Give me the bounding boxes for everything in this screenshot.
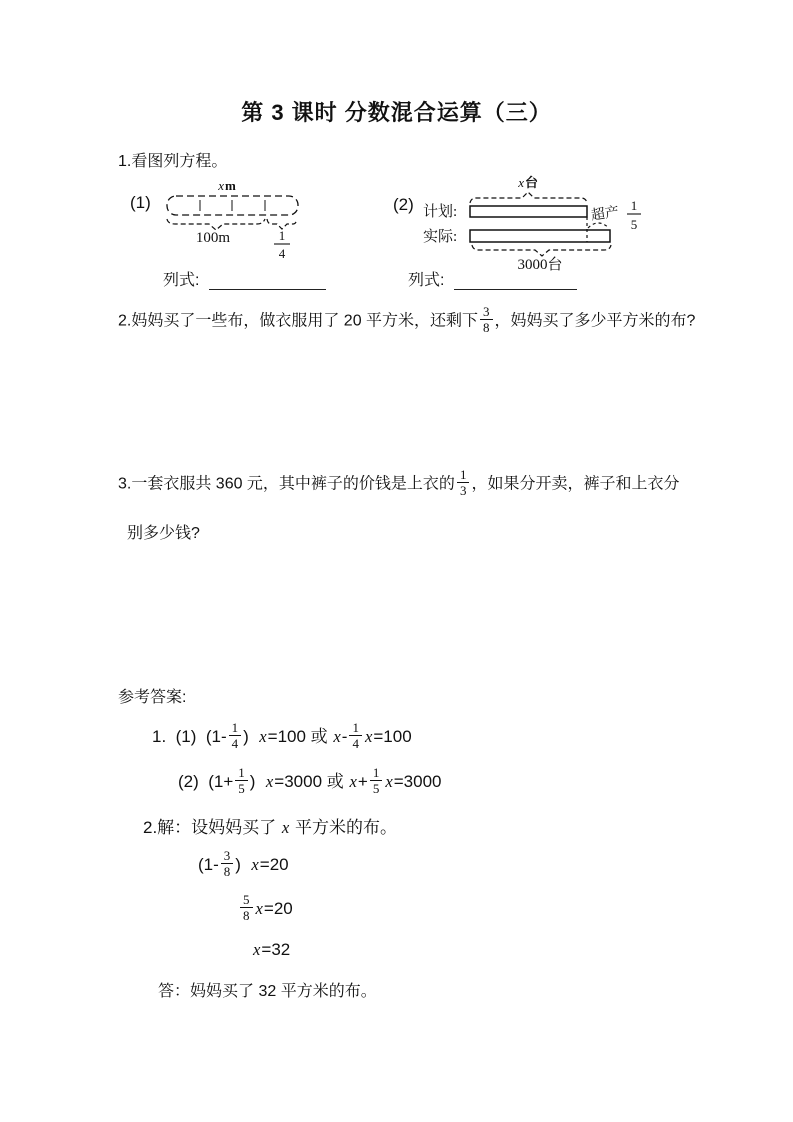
diagram-2-bar-model xyxy=(385,172,665,272)
question-3-text-line2: 别多少钱? xyxy=(127,525,200,542)
formula-text: 1. (1) (1- xyxy=(152,726,227,746)
formula-text: =20 xyxy=(259,854,289,874)
diagram2-actual-label: 实际: xyxy=(423,229,458,245)
diagram1-segment-ticks xyxy=(200,200,265,211)
inline-fraction: $\frac{3}{8}$ xyxy=(480,305,493,334)
answer-1-1 xyxy=(152,720,412,752)
question-3-text xyxy=(118,467,718,499)
answer-blank-2 xyxy=(454,269,577,290)
diagram2-fraction-denominator: 5 xyxy=(630,217,638,232)
formula-text: =3000 xyxy=(393,771,442,791)
answer-2-setup xyxy=(143,818,397,838)
math-variable: x xyxy=(253,940,261,959)
diagram2-fraction-numerator: 1 xyxy=(630,198,638,213)
answer-2-equation-3 xyxy=(252,940,290,960)
diagram2-x-unit: 台 xyxy=(525,175,539,190)
diagram-1-bar-model xyxy=(120,170,360,265)
inline-fraction: $\frac{1}{4}$ xyxy=(229,721,242,750)
question-1-prompt: 1.看图列方程。 xyxy=(118,153,228,170)
formula-text: =20 xyxy=(263,898,293,918)
brace-under-100m-icon xyxy=(167,219,265,230)
math-variable: x xyxy=(251,854,259,874)
formula-text: =100 或 xyxy=(267,726,333,746)
math-variable: x xyxy=(349,771,357,791)
formula-text: + xyxy=(357,771,368,791)
answer-2-equation-2 xyxy=(238,892,293,924)
math-variable: x xyxy=(333,726,341,746)
formula-text: 2.解：设妈妈买了 xyxy=(143,818,281,837)
formula-text: ) xyxy=(249,771,265,791)
inline-fraction: $\frac{5}{8}$ xyxy=(240,893,253,922)
math-variable: x xyxy=(265,771,274,791)
answer-1-2 xyxy=(178,765,442,797)
inline-fraction: $\frac{3}{8}$ xyxy=(221,849,234,878)
math-variable: x xyxy=(385,771,393,791)
formula-text: 平方米的布。 xyxy=(290,818,398,837)
formula-text: ，如果分开卖，裤子和上衣分 xyxy=(471,475,680,493)
answer-blank-1 xyxy=(209,269,326,290)
diagram1-x-unit: m xyxy=(225,178,236,193)
diagram2-3000-label: 3000台 xyxy=(517,257,563,273)
inline-fraction: $\frac{1}{5}$ xyxy=(235,766,248,795)
brace-under-actual-icon xyxy=(472,245,611,256)
formula-text: (2) (1+ xyxy=(178,771,234,791)
formula-text: (1- xyxy=(198,854,219,874)
math-variable: x xyxy=(364,726,373,746)
formula-text: - xyxy=(341,726,348,746)
equation-line-2 xyxy=(408,268,577,290)
equation-line-1 xyxy=(163,268,326,290)
answers-heading: 参考答案: xyxy=(118,689,187,706)
math-variable: x xyxy=(255,898,263,918)
formula-text: =100 xyxy=(373,726,412,746)
inline-fraction: $\frac{1}{4}$ xyxy=(349,721,362,750)
diagram1-x-variable: x xyxy=(218,178,224,193)
diagram1-fraction-denominator: 4 xyxy=(278,246,286,261)
diagram2-over-label: 超产 xyxy=(590,205,620,224)
answer-2-conclusion: 答：妈妈买了 32 平方米的布。 xyxy=(158,983,377,1000)
formula-text: ，妈妈买了多少平方米的布? xyxy=(494,312,696,330)
diagram1-100m-label: 100m xyxy=(195,230,231,246)
diagram2-plan-label: 计划: xyxy=(423,204,458,220)
question-2-text xyxy=(118,304,718,336)
diagram2-x-variable: x xyxy=(518,175,524,190)
answer-2-equation-1 xyxy=(198,848,289,880)
inline-fraction: $\frac{1}{3}$ xyxy=(457,468,470,497)
formula-text: =32 xyxy=(261,940,291,959)
lieshi-label-2: 列式: xyxy=(408,272,445,289)
lieshi-label-1: 列式: xyxy=(163,272,200,289)
page-title: 第 3 课时 分数混合运算（三） xyxy=(241,100,552,125)
formula-text: =3000 或 xyxy=(274,771,349,791)
diagram2-extension-arc-icon xyxy=(588,223,609,228)
formula-text: 3.一套衣服共 360 元，其中裤子的价钱是上衣的 xyxy=(118,475,455,493)
formula-text: ) xyxy=(235,854,251,874)
math-variable: x xyxy=(281,818,290,837)
diagram2-actual-bar xyxy=(470,230,610,242)
formula-text: ) xyxy=(243,726,259,746)
diagram2-number: (2) xyxy=(393,195,414,214)
inline-fraction: $\frac{1}{5}$ xyxy=(370,766,383,795)
diagram1-number: (1) xyxy=(130,193,151,212)
diagram2-plan-bar xyxy=(470,206,587,217)
math-variable: x xyxy=(259,726,267,746)
brace-over-plan-icon xyxy=(470,192,587,203)
formula-text: 2.妈妈买了一些布，做衣服用了 20 平方米，还剩下 xyxy=(118,312,479,330)
diagram1-fraction-numerator: 1 xyxy=(278,228,286,243)
